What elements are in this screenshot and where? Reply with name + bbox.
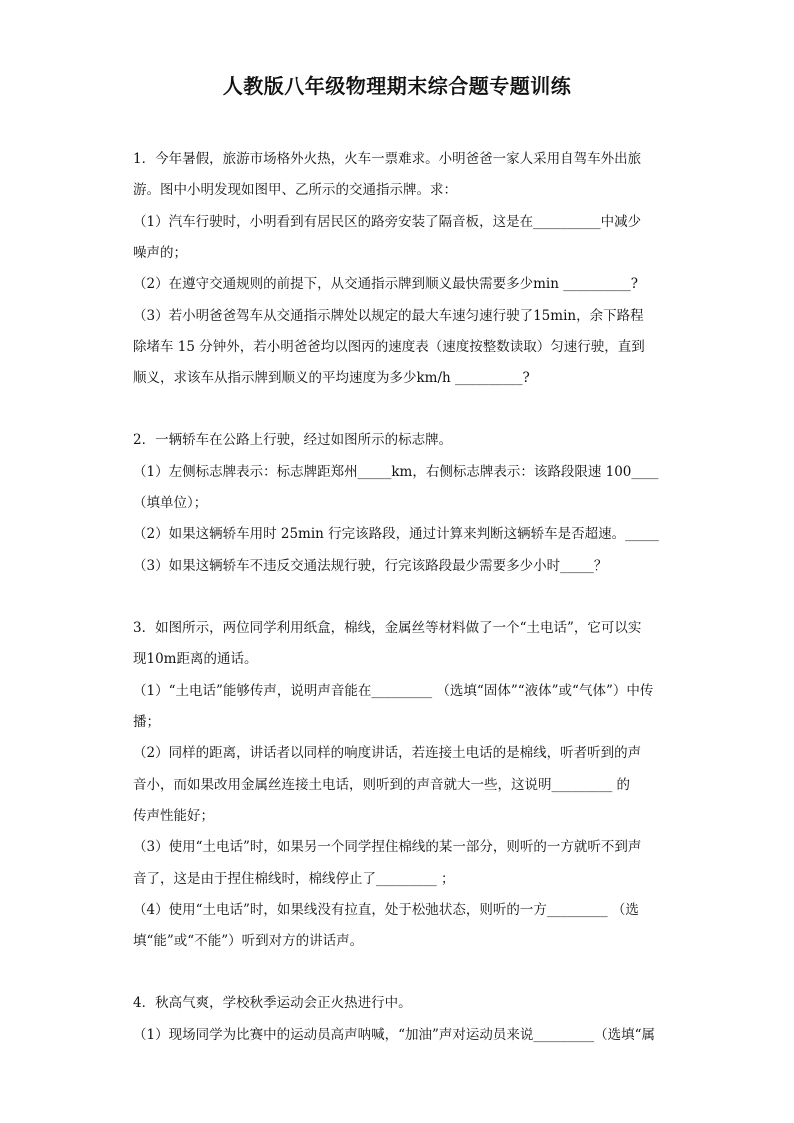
question-4-line-1: 4．秋高气爽，学校秋季运动会正火热进行中。 xyxy=(133,995,412,1011)
question-1-line-5: （2）在遵守交通规则的前提下，从交通指示牌到顺义最快需要多少min __________? xyxy=(133,276,638,292)
question-1-line-4: 噪声的； xyxy=(133,245,187,261)
question-3-line-3: （1）“土电话”能够传声，说明声音能在_________ （选填“固体”“液体”或“气体”）中传 xyxy=(133,683,654,699)
question-3-line-5: （2）同样的距离，讲话者以同样的响度讲话，若连接土电话的是棉线，听者听到的声 xyxy=(133,745,642,761)
question-3-line-4: 播； xyxy=(133,714,160,730)
question-2-line-3: （填单位）； xyxy=(133,495,208,511)
question-3-line-8: （3）使用“土电话”时，如果另一个同学捏住棉线的某一部分，则听的一方就听不到声 xyxy=(133,839,642,855)
question-1-line-6: （3）若小明爸爸驾车从交通指示牌处以规定的最大车速匀速行驶了15min，余下路程 xyxy=(133,308,644,324)
question-3-line-9: 音了，这是由于捏住棉线时，棉线停止了_________ ； xyxy=(133,871,455,887)
question-3-line-6: 音小，而如果改用金属丝连接土电话，则听到的声音就大一些，这说明_________ 的 xyxy=(133,777,631,793)
question-1-line-1: 1．今年暑假，旅游市场格外火热，火车一票难求。小明爸爸一家人采用自驾车外出旅 xyxy=(133,151,642,167)
question-1-line-3: （1）汽车行驶时，小明看到有居民区的路旁安装了隔音板，这是在__________中减少 xyxy=(133,214,642,230)
question-1-line-8: 顺义，求该车从指示牌到顺义的平均速度为多少km/h __________? xyxy=(133,370,530,386)
question-3-line-1: 3．如图所示，两位同学利用纸盒，棉线，金属丝等材料做了一个“土电话”，它可以实 xyxy=(133,620,642,636)
question-4-line-2: （1）现场同学为比赛中的运动员高声呐喊，“加油”声对运动员来说_________（选填“属 xyxy=(133,1027,656,1043)
question-3-line-7: 传声性能好； xyxy=(133,808,214,824)
question-2-line-5: （3）如果这辆轿车不违反交通法规行驶，行完该路段最少需要多少小时_____？ xyxy=(133,558,608,574)
question-3-line-10: （4）使用“土电话”时，如果线没有拉直，处于松弛状态，则听的一方_________ （选 xyxy=(133,902,639,918)
page-title: 人教版八年级物理期末综合题专题训练 xyxy=(222,74,572,98)
question-2-line-4: （2）如果这辆轿车用时 25min 行完该路段，通过计算来判断这辆轿车是否超速。_____ xyxy=(133,526,659,542)
question-2-line-1: 2．一辆轿车在公路上行驶，经过如图所示的标志牌。 xyxy=(133,432,453,448)
question-1-line-2: 游。图中小明发现如图甲、乙所示的交通指示牌。求： xyxy=(133,182,457,198)
question-2-line-2: （1）左侧标志牌表示：标志牌距郑州_____km，右侧标志牌表示：该路段限速 100____ xyxy=(133,464,659,480)
question-3-line-11: 填“能”或“不能”）听到对方的讲话声。 xyxy=(133,933,364,949)
question-3-line-2: 现10m距离的通话。 xyxy=(133,651,258,667)
question-1-line-7: 除堵车 15 分钟外，若小明爸爸均以图丙的速度表（速度按整数读取）匀速行驶，直到 xyxy=(133,339,645,355)
